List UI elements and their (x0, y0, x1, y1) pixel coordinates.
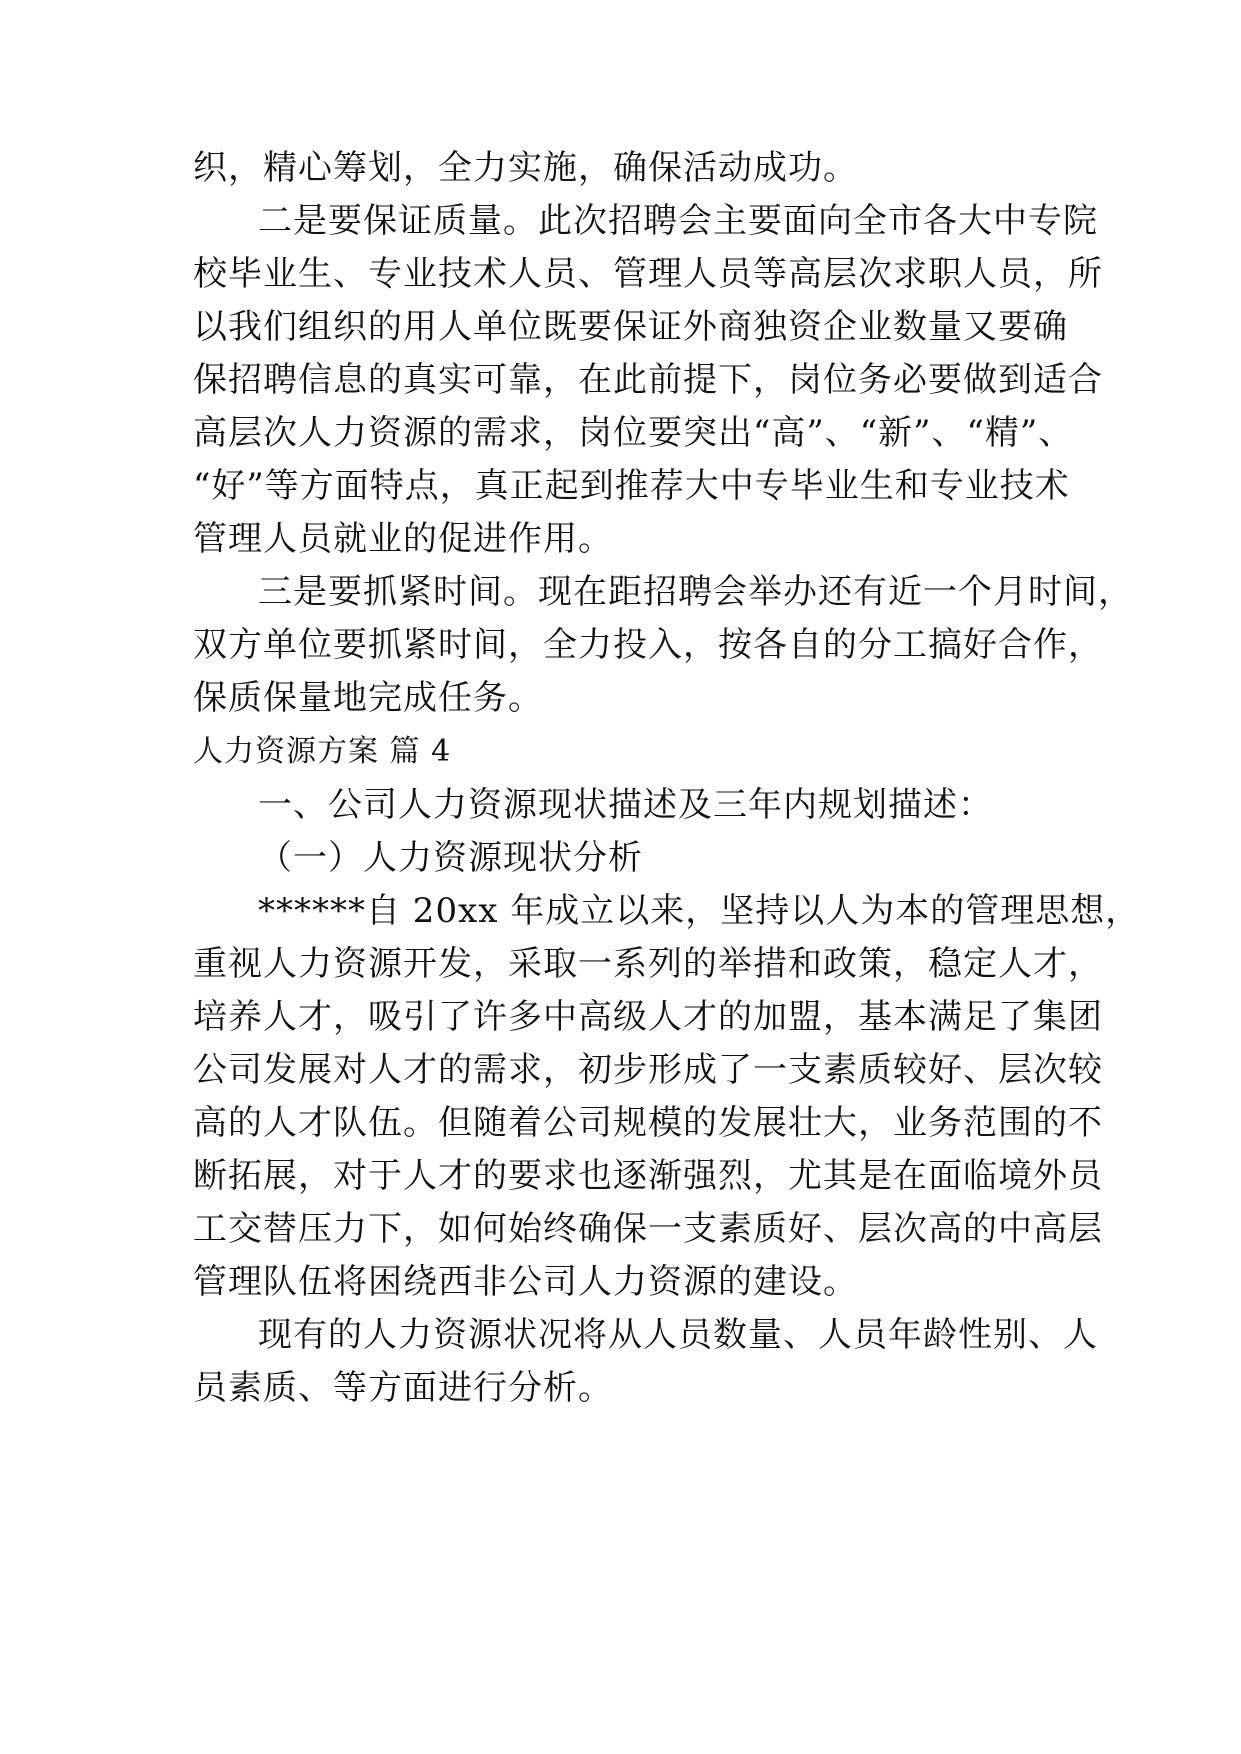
paragraph-line: 二是要保证质量。此次招聘会主要面向全市各大中专院 (258, 201, 1098, 241)
paragraph-line: 双方单位要抓紧时间，全力投入，按各自的分工搞好合作， (193, 625, 1103, 665)
paragraph-line: “好”等方面特点，真正起到推荐大中专毕业生和专业技术 (193, 466, 1070, 506)
subsection-heading: 一、公司人力资源现状描述及三年内规划描述： (258, 785, 993, 825)
paragraph-line: 现有的人力资源状况将从人员数量、人员年龄性别、人 (258, 1315, 1098, 1355)
paragraph-line: 以我们组织的用人单位既要保证外商独资企业数量又要确 (193, 307, 1068, 347)
paragraph-line: 员素质、等方面进行分析。 (193, 1368, 613, 1408)
paragraph-line: 断拓展，对于人才的要求也逐渐强烈，尤其是在面临境外员 (193, 1156, 1103, 1196)
paragraph-line: 三是要抓紧时间。现在距招聘会举办还有近一个月时间， (258, 572, 1133, 612)
paragraph-line: 高层次人力资源的需求，岗位要突出“高”、“新”、“精”、 (193, 413, 1074, 453)
paragraph-line: 织，精心筹划，全力实施，确保活动成功。 (193, 148, 858, 188)
paragraph-line: 保质保量地完成任务。 (193, 678, 543, 718)
paragraph-line: 保招聘信息的真实可靠，在此前提下，岗位务必要做到适合 (193, 360, 1103, 400)
paragraph-line: ******自 20xx 年成立以来，坚持以人为本的管理思想， (258, 891, 1141, 931)
paragraph-line: 公司发展对人才的需求，初步形成了一支素质较好、层次较 (193, 1050, 1103, 1090)
paragraph-line: 工交替压力下，如何始终确保一支素质好、层次高的中高层 (193, 1209, 1103, 1249)
subsection-title: （一）人力资源现状分析 (258, 838, 643, 878)
paragraph-line: 重视人力资源开发，采取一系列的举措和政策，稳定人才， (193, 944, 1103, 984)
paragraph-line: 高的人才队伍。但随着公司规模的发展壮大，业务范围的不 (193, 1103, 1103, 1143)
paragraph-line: 管理队伍将困绕西非公司人力资源的建设。 (193, 1262, 858, 1302)
paragraph-line: 校毕业生、专业技术人员、管理人员等高层次求职人员，所 (193, 254, 1103, 294)
paragraph-line: 培养人才，吸引了许多中高级人才的加盟，基本满足了集团 (193, 997, 1103, 1037)
section-heading: 人力资源方案 篇 4 (193, 734, 452, 769)
paragraph-line: 管理人员就业的促进作用。 (193, 519, 613, 559)
